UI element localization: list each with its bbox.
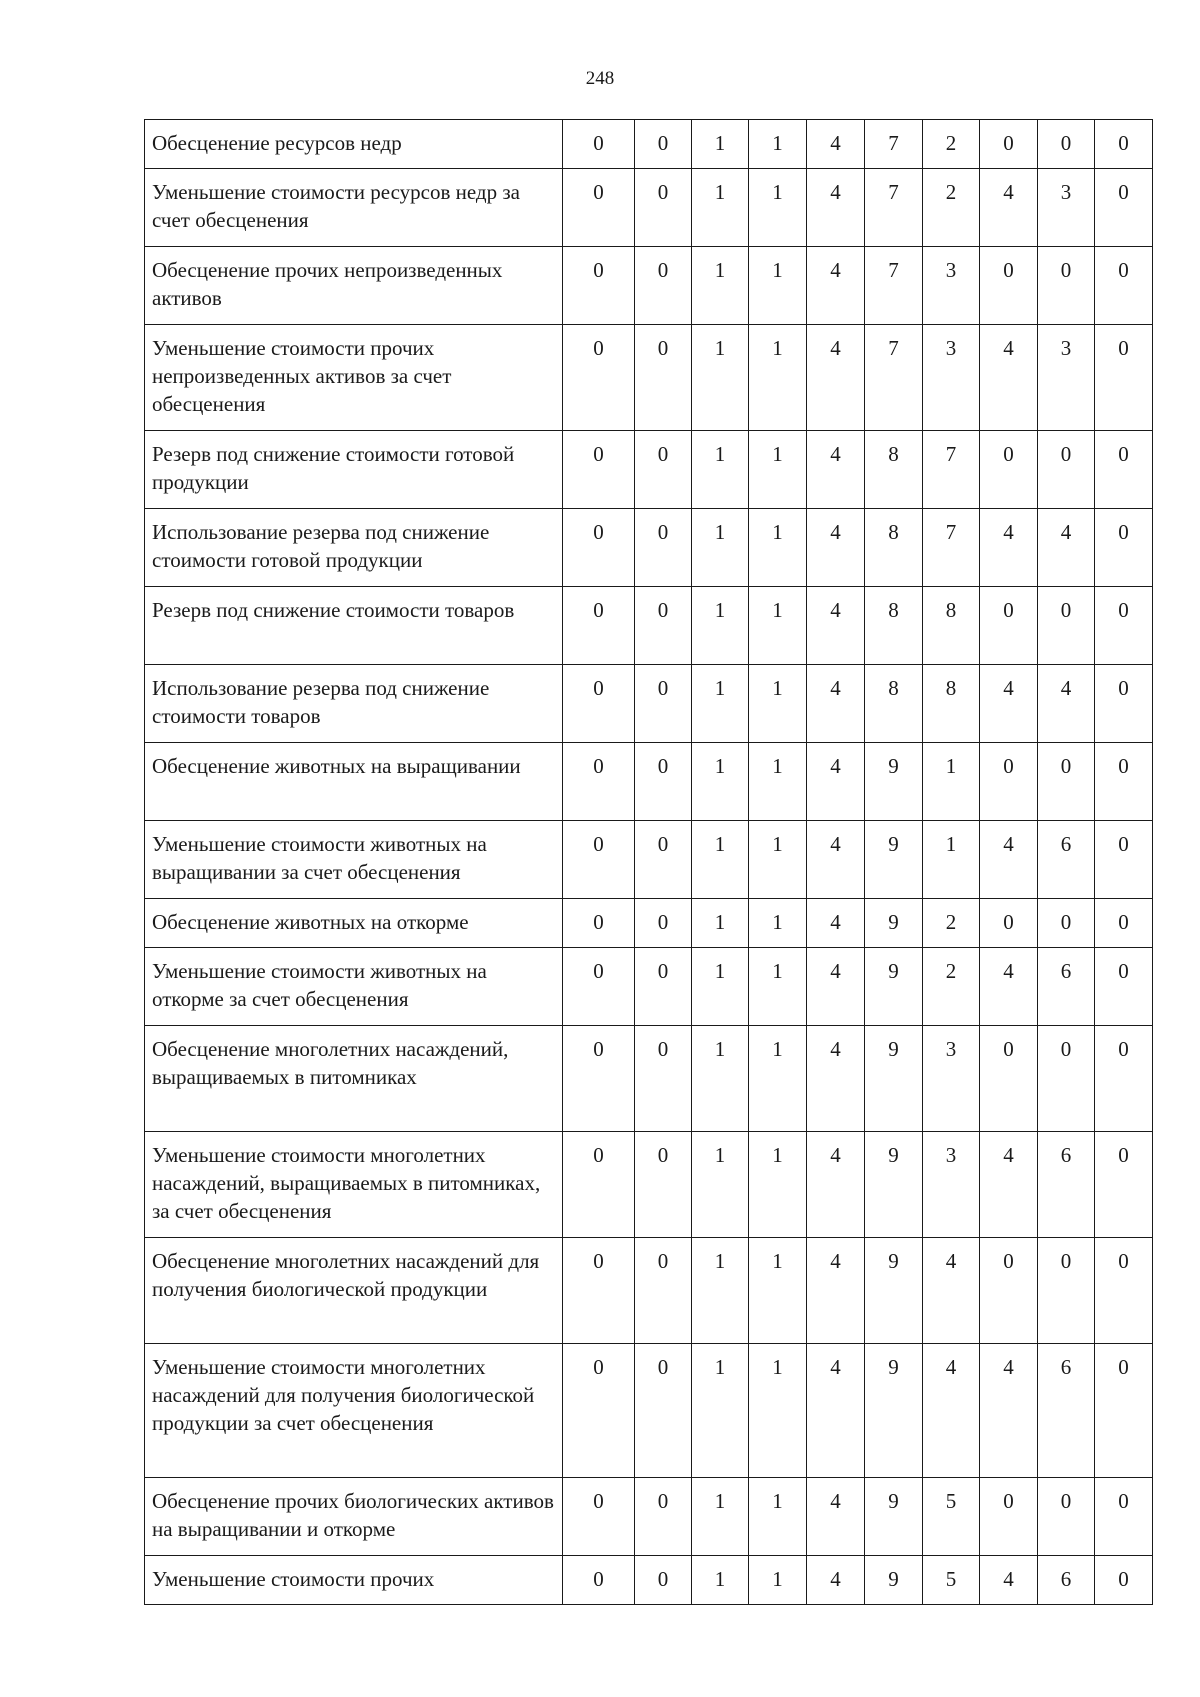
code-digit-4: 1 (749, 1238, 807, 1344)
code-digit-10: 0 (1095, 1344, 1153, 1478)
code-digit-6: 8 (865, 665, 923, 743)
code-digit-9: 0 (1038, 1478, 1095, 1556)
table-row (145, 1556, 1153, 1605)
code-digit-4: 1 (749, 431, 807, 509)
code-digit-10: 0 (1095, 247, 1153, 325)
code-digit-6: 7 (865, 325, 923, 431)
code-digit-2: 0 (635, 948, 692, 1026)
code-digit-5: 4 (807, 247, 865, 325)
code-digit-10: 0 (1095, 431, 1153, 509)
code-digit-7: 1 (923, 821, 980, 899)
row-label: Уменьшение стоимости многолетних насаждений для получения биологической продукции за счет обесценения (145, 1344, 563, 1478)
code-digit-5: 4 (807, 169, 865, 247)
code-digit-2: 0 (635, 587, 692, 665)
code-digit-3: 1 (692, 743, 749, 821)
code-digit-5: 4 (807, 1132, 865, 1238)
code-digit-2: 0 (635, 1556, 692, 1605)
code-digit-9: 6 (1038, 948, 1095, 1026)
code-digit-1: 0 (563, 169, 635, 247)
row-label: Уменьшение стоимости ресурсов недр за счет обесценения (145, 169, 563, 247)
code-digit-3: 1 (692, 325, 749, 431)
code-digit-6: 7 (865, 120, 923, 169)
code-digit-9: 6 (1038, 1556, 1095, 1605)
code-digit-1: 0 (563, 1478, 635, 1556)
row-label: Резерв под снижение стоимости готовой продукции (145, 431, 563, 509)
code-digit-10: 0 (1095, 169, 1153, 247)
code-digit-1: 0 (563, 1344, 635, 1478)
code-digit-8: 4 (980, 509, 1038, 587)
code-digit-3: 1 (692, 1132, 749, 1238)
code-digit-2: 0 (635, 1238, 692, 1344)
code-digit-2: 0 (635, 169, 692, 247)
code-digit-4: 1 (749, 1478, 807, 1556)
table-row (145, 247, 1153, 325)
code-digit-4: 1 (749, 587, 807, 665)
row-label: Обесценение прочих непроизведенных активов (145, 247, 563, 325)
code-digit-8: 0 (980, 899, 1038, 948)
code-digit-2: 0 (635, 509, 692, 587)
code-digit-3: 1 (692, 1344, 749, 1478)
code-digit-8: 4 (980, 325, 1038, 431)
table-row (145, 120, 1153, 169)
code-digit-5: 4 (807, 1556, 865, 1605)
code-digit-9: 0 (1038, 899, 1095, 948)
code-digit-8: 0 (980, 1026, 1038, 1132)
code-digit-6: 7 (865, 247, 923, 325)
code-digit-8: 0 (980, 120, 1038, 169)
code-digit-4: 1 (749, 247, 807, 325)
table-row (145, 169, 1153, 247)
code-digit-2: 0 (635, 325, 692, 431)
code-digit-9: 0 (1038, 120, 1095, 169)
code-digit-2: 0 (635, 1132, 692, 1238)
code-digit-1: 0 (563, 899, 635, 948)
code-digit-8: 4 (980, 1344, 1038, 1478)
row-label: Уменьшение стоимости многолетних насаждений, выращиваемых в питомниках, за счет обесценения (145, 1132, 563, 1238)
code-digit-6: 9 (865, 743, 923, 821)
code-digit-1: 0 (563, 1556, 635, 1605)
code-digit-2: 0 (635, 1344, 692, 1478)
code-digit-5: 4 (807, 1026, 865, 1132)
code-digit-3: 1 (692, 431, 749, 509)
code-digit-7: 2 (923, 120, 980, 169)
row-label: Резерв под снижение стоимости товаров (145, 587, 563, 665)
table-row (145, 1026, 1153, 1132)
code-digit-3: 1 (692, 120, 749, 169)
code-digit-4: 1 (749, 743, 807, 821)
code-digit-6: 9 (865, 1478, 923, 1556)
code-digit-2: 0 (635, 1026, 692, 1132)
code-digit-10: 0 (1095, 1556, 1153, 1605)
code-digit-10: 0 (1095, 1478, 1153, 1556)
code-digit-7: 2 (923, 169, 980, 247)
table-row (145, 948, 1153, 1026)
code-digit-1: 0 (563, 821, 635, 899)
code-digit-7: 7 (923, 509, 980, 587)
code-digit-8: 4 (980, 821, 1038, 899)
code-digit-6: 9 (865, 1238, 923, 1344)
code-digit-10: 0 (1095, 587, 1153, 665)
code-digit-7: 3 (923, 325, 980, 431)
code-digit-3: 1 (692, 1556, 749, 1605)
code-digit-2: 0 (635, 247, 692, 325)
code-digit-4: 1 (749, 821, 807, 899)
code-digit-6: 9 (865, 1026, 923, 1132)
code-digit-8: 0 (980, 743, 1038, 821)
table-row (145, 587, 1153, 665)
code-digit-10: 0 (1095, 1026, 1153, 1132)
code-digit-2: 0 (635, 665, 692, 743)
table-row (145, 665, 1153, 743)
code-digit-4: 1 (749, 1556, 807, 1605)
code-digit-5: 4 (807, 821, 865, 899)
code-digit-3: 1 (692, 169, 749, 247)
code-digit-2: 0 (635, 743, 692, 821)
code-digit-8: 0 (980, 1238, 1038, 1344)
code-digit-4: 1 (749, 1026, 807, 1132)
code-digit-2: 0 (635, 821, 692, 899)
code-digit-9: 0 (1038, 247, 1095, 325)
code-digit-7: 7 (923, 431, 980, 509)
code-digit-2: 0 (635, 899, 692, 948)
table-row (145, 325, 1153, 431)
row-label: Использование резерва под снижение стоимости готовой продукции (145, 509, 563, 587)
code-digit-2: 0 (635, 120, 692, 169)
row-label: Обесценение животных на откорме (145, 899, 563, 948)
code-digit-4: 1 (749, 948, 807, 1026)
code-digit-9: 3 (1038, 169, 1095, 247)
code-digit-9: 4 (1038, 665, 1095, 743)
code-digit-8: 4 (980, 665, 1038, 743)
row-label: Обесценение многолетних насаждений, выращиваемых в питомниках (145, 1026, 563, 1132)
code-digit-8: 4 (980, 948, 1038, 1026)
code-digit-7: 1 (923, 743, 980, 821)
code-digit-1: 0 (563, 1132, 635, 1238)
code-digit-3: 1 (692, 665, 749, 743)
code-digit-10: 0 (1095, 509, 1153, 587)
code-digit-6: 9 (865, 1556, 923, 1605)
code-digit-6: 9 (865, 1344, 923, 1478)
code-digit-10: 0 (1095, 665, 1153, 743)
code-digit-4: 1 (749, 665, 807, 743)
code-digit-8: 4 (980, 1132, 1038, 1238)
code-digit-5: 4 (807, 120, 865, 169)
row-label: Уменьшение стоимости прочих непроизведенных активов за счет обесценения (145, 325, 563, 431)
table-row (145, 821, 1153, 899)
code-digit-1: 0 (563, 1026, 635, 1132)
code-digit-1: 0 (563, 948, 635, 1026)
code-digit-9: 0 (1038, 743, 1095, 821)
code-digit-3: 1 (692, 1238, 749, 1344)
code-digit-4: 1 (749, 1132, 807, 1238)
code-digit-10: 0 (1095, 948, 1153, 1026)
code-digit-10: 0 (1095, 1238, 1153, 1344)
code-digit-10: 0 (1095, 899, 1153, 948)
code-digit-3: 1 (692, 509, 749, 587)
code-digit-1: 0 (563, 325, 635, 431)
code-digit-9: 4 (1038, 509, 1095, 587)
code-digit-7: 4 (923, 1238, 980, 1344)
code-digit-10: 0 (1095, 743, 1153, 821)
code-digit-5: 4 (807, 431, 865, 509)
table-body (145, 120, 1153, 1605)
table-row (145, 431, 1153, 509)
code-digit-10: 0 (1095, 120, 1153, 169)
code-digit-7: 3 (923, 1132, 980, 1238)
code-digit-1: 0 (563, 431, 635, 509)
table-row (145, 899, 1153, 948)
code-digit-1: 0 (563, 665, 635, 743)
code-digit-6: 8 (865, 509, 923, 587)
code-digit-1: 0 (563, 743, 635, 821)
code-digit-7: 5 (923, 1478, 980, 1556)
code-digit-8: 0 (980, 431, 1038, 509)
row-label: Обесценение многолетних насаждений для получения биологической продукции (145, 1238, 563, 1344)
code-digit-9: 6 (1038, 821, 1095, 899)
code-digit-8: 4 (980, 169, 1038, 247)
table-row (145, 1344, 1153, 1478)
code-digit-4: 1 (749, 509, 807, 587)
code-digit-1: 0 (563, 120, 635, 169)
code-digit-5: 4 (807, 743, 865, 821)
code-digit-5: 4 (807, 587, 865, 665)
code-digit-3: 1 (692, 821, 749, 899)
code-digit-4: 1 (749, 325, 807, 431)
code-digit-6: 9 (865, 899, 923, 948)
code-digit-9: 6 (1038, 1344, 1095, 1478)
code-digit-10: 0 (1095, 325, 1153, 431)
code-digit-4: 1 (749, 1344, 807, 1478)
code-digit-1: 0 (563, 509, 635, 587)
table-row (145, 509, 1153, 587)
code-digit-4: 1 (749, 120, 807, 169)
code-digit-5: 4 (807, 948, 865, 1026)
table-row (145, 1132, 1153, 1238)
code-digit-7: 3 (923, 247, 980, 325)
code-digit-8: 0 (980, 1478, 1038, 1556)
code-digit-8: 4 (980, 1556, 1038, 1605)
code-digit-3: 1 (692, 948, 749, 1026)
code-digit-3: 1 (692, 899, 749, 948)
row-label: Уменьшение стоимости прочих (145, 1556, 563, 1605)
code-digit-5: 4 (807, 665, 865, 743)
table-row (145, 743, 1153, 821)
page-number: 248 (585, 68, 615, 89)
code-digit-7: 4 (923, 1344, 980, 1478)
code-digit-6: 9 (865, 821, 923, 899)
code-digit-5: 4 (807, 1344, 865, 1478)
code-digit-7: 2 (923, 899, 980, 948)
code-digit-9: 0 (1038, 1026, 1095, 1132)
code-digit-1: 0 (563, 587, 635, 665)
code-digit-9: 6 (1038, 1132, 1095, 1238)
code-digit-3: 1 (692, 587, 749, 665)
code-digit-8: 0 (980, 587, 1038, 665)
account-codes-table (144, 119, 1153, 1605)
row-label: Уменьшение стоимости животных на откорме за счет обесценения (145, 948, 563, 1026)
code-digit-7: 2 (923, 948, 980, 1026)
code-digit-10: 0 (1095, 821, 1153, 899)
code-digit-2: 0 (635, 431, 692, 509)
code-digit-3: 1 (692, 1478, 749, 1556)
code-digit-5: 4 (807, 325, 865, 431)
table-row (145, 1478, 1153, 1556)
code-digit-7: 3 (923, 1026, 980, 1132)
code-digit-1: 0 (563, 247, 635, 325)
code-digit-9: 0 (1038, 587, 1095, 665)
code-digit-1: 0 (563, 1238, 635, 1344)
code-digit-3: 1 (692, 1026, 749, 1132)
code-digit-10: 0 (1095, 1132, 1153, 1238)
code-digit-6: 7 (865, 169, 923, 247)
row-label: Обесценение животных на выращивании (145, 743, 563, 821)
code-digit-4: 1 (749, 899, 807, 948)
code-digit-6: 9 (865, 1132, 923, 1238)
code-digit-2: 0 (635, 1478, 692, 1556)
code-digit-5: 4 (807, 509, 865, 587)
code-digit-8: 0 (980, 247, 1038, 325)
code-digit-6: 8 (865, 587, 923, 665)
row-label: Обесценение ресурсов недр (145, 120, 563, 169)
code-digit-7: 5 (923, 1556, 980, 1605)
code-digit-9: 0 (1038, 431, 1095, 509)
code-digit-3: 1 (692, 247, 749, 325)
row-label: Уменьшение стоимости животных на выращивании за счет обесценения (145, 821, 563, 899)
code-digit-7: 8 (923, 587, 980, 665)
code-digit-6: 9 (865, 948, 923, 1026)
row-label: Обесценение прочих биологических активов на выращивании и откорме (145, 1478, 563, 1556)
row-label: Использование резерва под снижение стоимости товаров (145, 665, 563, 743)
code-digit-9: 0 (1038, 1238, 1095, 1344)
code-digit-5: 4 (807, 1478, 865, 1556)
code-digit-4: 1 (749, 169, 807, 247)
code-digit-5: 4 (807, 1238, 865, 1344)
table-row (145, 1238, 1153, 1344)
code-digit-7: 8 (923, 665, 980, 743)
code-digit-5: 4 (807, 899, 865, 948)
code-digit-6: 8 (865, 431, 923, 509)
code-digit-9: 3 (1038, 325, 1095, 431)
